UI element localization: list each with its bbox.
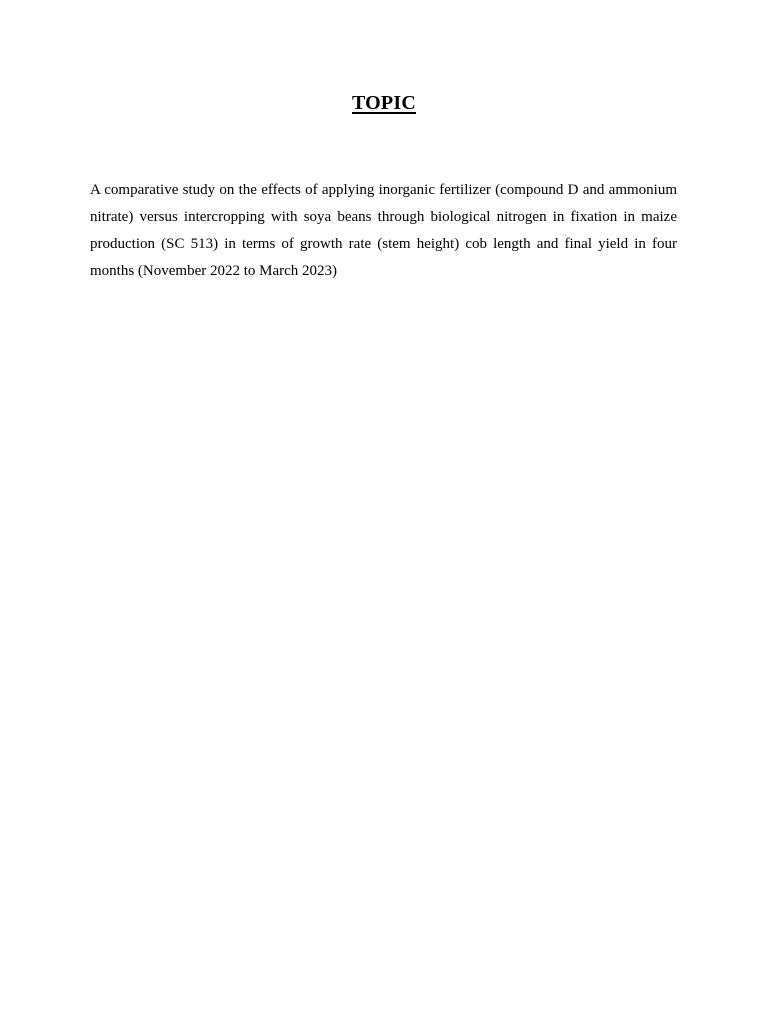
page-title: TOPIC (352, 92, 416, 114)
topic-paragraph: A comparative study on the effects of applying inorganic fertilizer (compound D and ammonium nitrate) versus intercropping with soya beans through biological nitrogen in fixation in maize production (SC 513) in terms of growth rate (stem height) cob length and final yield in four months (November 2022 to March 2023) (90, 182, 677, 279)
